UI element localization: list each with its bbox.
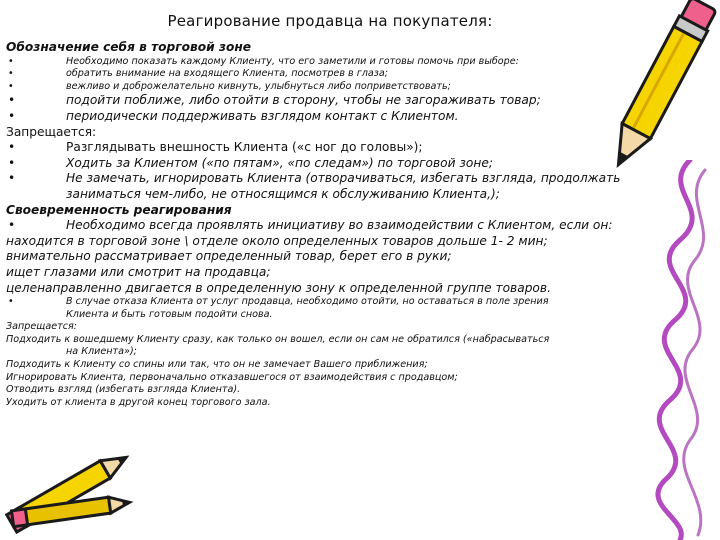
text-line-continuation: на Клиента»); bbox=[66, 346, 137, 358]
text-line: находится в торговой зоне \ отделе около определенных товаров дольше 1- 2 мин; bbox=[6, 233, 548, 248]
section2-heading: Запрещается: bbox=[6, 124, 97, 139]
text-line: Отводить взгляд (избегать взгляда Клиента). bbox=[6, 384, 241, 396]
list-item-text: периодически поддерживать взглядом контакт с Клиентом. bbox=[66, 108, 459, 123]
list-item-text: Необходимо всегда проявлять инициативу во взаимодействии с Клиентом, если он: bbox=[66, 218, 613, 233]
text-line: Уходить от клиента в другой конец торгового зала. bbox=[6, 396, 271, 408]
squiggle-line bbox=[620, 160, 720, 540]
slide-content bbox=[6, 40, 658, 409]
list-item bbox=[6, 109, 658, 125]
list-item bbox=[6, 296, 658, 309]
forbidden-heading: Запрещается: bbox=[6, 321, 77, 333]
bullet-icon: • bbox=[8, 93, 16, 108]
list-item bbox=[6, 68, 658, 81]
list-item bbox=[6, 218, 658, 234]
list-item-text: обратить внимание на входящего Клиента, посмотрев в глаза; bbox=[66, 68, 389, 80]
bullet-icon: • bbox=[8, 155, 16, 170]
pencils-icon bbox=[0, 440, 150, 540]
pencil-icon bbox=[600, 0, 720, 190]
bullet-icon: • bbox=[8, 171, 16, 186]
list-item bbox=[6, 93, 658, 109]
list-item-continuation: заниматься чем-либо, не относящимся к обслуживанию Клиента,); bbox=[66, 186, 500, 201]
list-item-text: Необходимо показать каждому Клиенту, что его заметили и готовы помочь при выборе: bbox=[66, 55, 519, 67]
bullet-icon: • bbox=[8, 296, 14, 308]
list-item-text: вежливо и доброжелательно кивнуть, улыбнуться либо поприветствовать; bbox=[66, 80, 451, 92]
text-line: Подходить к Клиенту со спины или так, что он не замечает Вашего приближения; bbox=[6, 359, 428, 371]
list-item-text: Разглядывать внешность Клиента («с ног до головы»); bbox=[66, 140, 423, 155]
text-line: Игнорировать Клиента, первоначально отказавшегося от взаимодействия с продавцом; bbox=[6, 371, 458, 383]
bullet-icon: • bbox=[8, 68, 14, 80]
section1-heading: Обозначение себя в торговой зоне bbox=[6, 40, 252, 54]
list-item-text: Ходить за Клиентом («по пятам», «по следам») по торговой зоне; bbox=[66, 155, 493, 170]
list-item bbox=[6, 140, 658, 156]
bullet-icon: • bbox=[8, 140, 16, 155]
text-line: Подходить к вошедшему Клиенту сразу, как только он вошел, если он сам не обратился («набрасываться bbox=[6, 333, 550, 345]
text-line: внимательно рассматривает определенный товар, берет его в руки; bbox=[6, 249, 452, 264]
list-item-continuation: Клиента и быть готовым подойти снова. bbox=[66, 308, 273, 320]
list-item bbox=[6, 156, 658, 172]
list-item bbox=[6, 81, 658, 94]
text-line: ищет глазами или смотрит на продавца; bbox=[6, 264, 271, 279]
text-line: целенаправленно двигается в определенную зону к определенной группе товаров. bbox=[6, 280, 551, 295]
bullet-icon: • bbox=[8, 55, 14, 67]
slide-title: Реагирование продавца на покупателя: bbox=[167, 12, 493, 30]
bullet-icon: • bbox=[8, 80, 14, 92]
list-item-text: подойти поближе, либо отойти в сторону, чтобы не загораживать товар; bbox=[66, 93, 541, 108]
section3-heading: Своевременность реагирования bbox=[6, 202, 232, 217]
list-item-text: В случае отказа Клиента от услуг продавца, необходимо отойти, но оставаться в поле зрения bbox=[66, 296, 549, 308]
list-item bbox=[6, 56, 658, 69]
bullet-icon: • bbox=[8, 108, 16, 123]
list-item bbox=[6, 171, 658, 187]
bullet-icon: • bbox=[8, 218, 16, 233]
list-item-text: Не замечать, игнорировать Клиента (отворачиваться, избегать взгляда, продолжать bbox=[66, 171, 621, 186]
